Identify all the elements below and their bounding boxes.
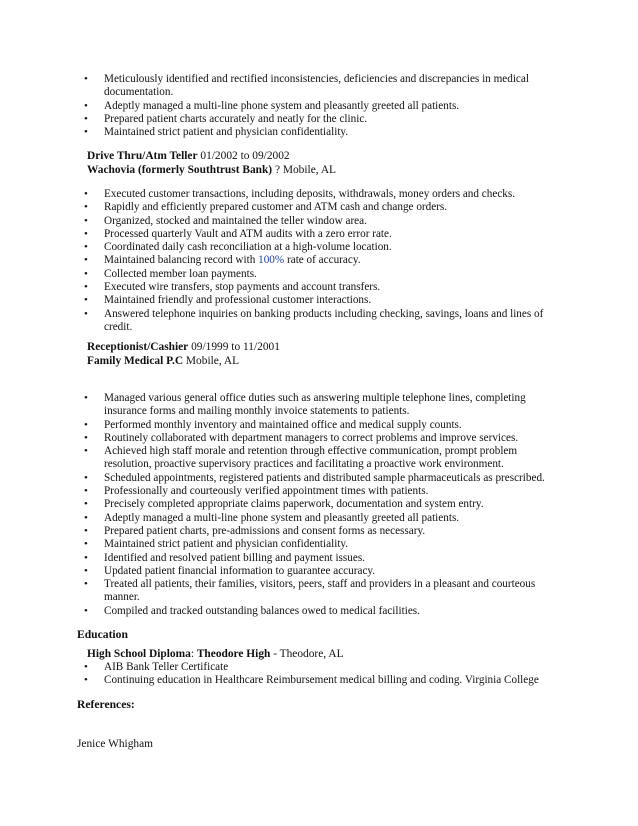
list-item: • Scheduled appointments, registered patients and distributed sample pharmaceuticals as prescribed.	[84, 472, 564, 485]
job-title: Drive Thru/Atm Teller	[87, 150, 198, 162]
list-item: • Professionally and courteously verified appointment times with patients.	[84, 485, 564, 498]
references-heading: References:	[77, 698, 135, 711]
list-item: • Identified and resolved patient billing and payment issues.	[84, 552, 564, 565]
balancing-text: Maintained balancing record with	[104, 254, 259, 267]
employer-line-receptionist	[87, 354, 239, 368]
list-item: • Meticulously identified and rectified inconsistencies, deficiencies and discrepancies in medical documentation.	[84, 73, 564, 100]
balancing-text-end: rate of accuracy.	[284, 254, 361, 267]
degree-name: High School Diploma	[87, 648, 191, 660]
job-header-teller	[87, 149, 290, 163]
list-item: • AIB Bank Teller Certificate	[84, 661, 564, 674]
list-item	[84, 254, 564, 267]
list-item: • Treated all patients, their families, visitors, peers, staff and providers in a pleasant and courteous manner.	[84, 578, 564, 605]
duties-list-medical-top	[84, 73, 564, 139]
list-item: • Prepared patient charts accurately and neatly for the clinic.	[84, 113, 564, 126]
list-item: • Precisely completed appropriate claims paperwork, documentation and system entry.	[84, 498, 564, 511]
degree-separator: :	[190, 648, 197, 660]
list-item: • Rapidly and efficiently prepared customer and ATM cash and change orders.	[84, 201, 564, 214]
list-item: • Coordinated daily cash reconciliation at a high-volume location.	[84, 241, 564, 254]
duties-list-receptionist	[84, 392, 564, 618]
diploma-line	[87, 647, 344, 661]
list-item: • Maintained friendly and professional customer interactions.	[84, 294, 564, 307]
list-item: • Adeptly managed a multi-line phone system and pleasantly greeted all patients.	[84, 512, 564, 525]
list-item: • Compiled and tracked outstanding balances owed to medical facilities.	[84, 605, 564, 618]
accuracy-percent: 100%	[258, 254, 285, 267]
list-item: • Organized, stocked and maintained the teller window area.	[84, 215, 564, 228]
list-item: • Routinely collaborated with department managers to correct problems and improve services.	[84, 432, 564, 445]
education-heading: Education	[77, 628, 128, 641]
employer-location: Mobile, AL	[183, 355, 240, 367]
list-item: • Maintained strict patient and physician confidentiality.	[84, 126, 564, 139]
employer-name: Wachovia (formerly Southtrust Bank)	[87, 164, 273, 176]
list-item: • Continuing education in Healthcare Reimbursement medical billing and coding. Virginia College	[84, 674, 564, 687]
job-dates: 01/2002 to 09/2002	[197, 150, 290, 162]
education-list	[84, 661, 564, 688]
employer-location: ? Mobile, AL	[272, 164, 337, 176]
job-dates: 09/1999 to 11/2001	[188, 341, 280, 353]
list-item: • Prepared patient charts, pre-admissions and consent forms as necessary.	[84, 525, 564, 538]
list-item: • Performed monthly inventory and maintained office and medical supply counts.	[84, 419, 564, 432]
school-location: - Theodore, AL	[270, 648, 344, 660]
list-item: • Adeptly managed a multi-line phone system and pleasantly greeted all patients.	[84, 100, 564, 113]
list-item: • Processed quarterly Vault and ATM audits with a zero error rate.	[84, 228, 564, 241]
employer-name: Family Medical P.C	[87, 355, 184, 367]
employer-line-teller	[87, 163, 336, 177]
list-item: • Executed customer transactions, including deposits, withdrawals, money orders and checks.	[84, 188, 564, 201]
list-item: • Updated patient financial information to guarantee accuracy.	[84, 565, 564, 578]
list-item: • Answered telephone inquiries on banking products including checking, savings, loans and lines of credit.	[84, 308, 564, 335]
list-item: • Collected member loan payments.	[84, 268, 564, 281]
duties-list-teller	[84, 188, 564, 334]
school-name: Theodore High	[196, 648, 271, 660]
reference-name: Jenice Whigham	[77, 738, 154, 750]
list-item: • Executed wire transfers, stop payments and account transfers.	[84, 281, 564, 294]
list-item: • Achieved high staff morale and retention through effective communication, prompt problem resolution, proactive supervisory practices and facilitating a proactive work environment.	[84, 445, 564, 472]
job-header-receptionist	[87, 340, 280, 354]
list-item: • Maintained strict patient and physician confidentiality.	[84, 538, 564, 551]
list-item: • Managed various general office duties such as answering multiple telephone lines, completing insurance forms and mailing monthly invoice statements to patients.	[84, 392, 564, 419]
job-title: Receptionist/Cashier	[87, 341, 189, 353]
